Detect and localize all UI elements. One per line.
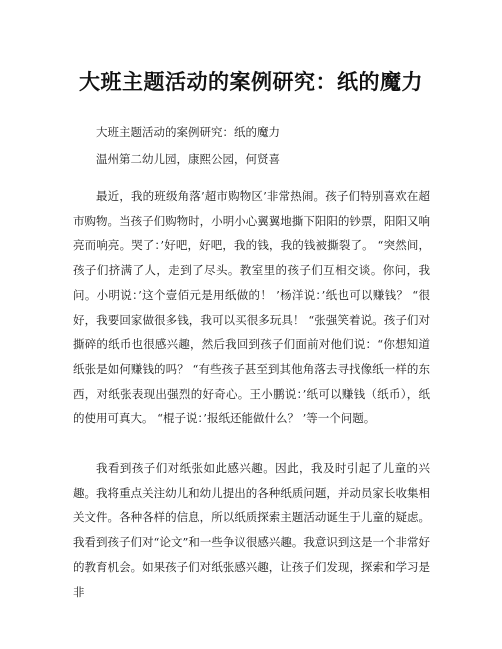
author-line: 温州第二幼儿园，康熙公园，何贤喜	[96, 152, 280, 166]
body-paragraph: 最近，我的班级角落’超市购物区’非常热闹。孩子们特别喜欢在超市购物。当孩子们购物时，小明小心翼翼地撕下阳阳的钞票，阳阳又响亮而响亮。哭了：’好吧，好吧，我的钱，我的钱被撕裂了。 “突然间，孩子们挤满了人，走到了尽头。教室里的孩子们互相交谈。你问，我问。小明说：’这个壹佰元是用纸做的！ ’杨洋说：’纸也可以赚钱？ “很好，我要回家做很多钱，我可以买很多玩具！ “张强笑着说。孩子们对撕碎的纸币也很感兴趣，然后我回到孩子们面前对他们说：“你想知道纸张是如何赚钱的吗？ “有些孩子甚至到其他角落去寻找像纸一样的东西，对纸张表现出强烈的好奇心。王小鹏说：’纸可以赚钱（纸币），纸的使用可真大。 “棍子说：’报纸还能做什么？ ’等一个问题。	[73, 189, 430, 426]
document-title: 大班主题活动的案例研究：纸的魔力	[79, 69, 423, 94]
body-paragraph: 我看到孩子们对纸张如此感兴趣。因此，我及时引起了儿童的兴趣。我将重点关注幼儿和幼儿提出的各种纸质问题，并动员家长收集相关文件。各种各样的信息，所以纸质探索主题活动诞生于儿童的疑虑。我看到孩子们对“论文”和一些争议很感兴趣。我意识到这是一个非常好的教育机会。如果孩子们对纸张感兴趣，让孩子们发现，探索和学习是非	[73, 461, 430, 599]
document-subtitle: 大班主题活动的案例研究：纸的魔力	[96, 125, 280, 139]
